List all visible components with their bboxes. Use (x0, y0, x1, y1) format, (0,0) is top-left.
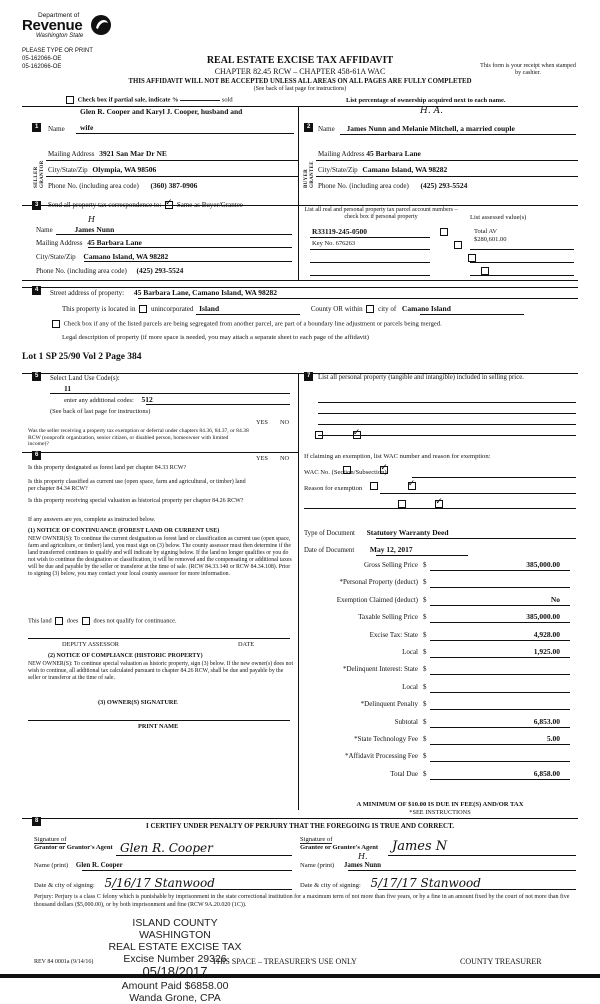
grantee-name-mark: H. (358, 852, 368, 861)
city-of-checkbox[interactable] (366, 305, 374, 313)
grantor-signature: Glen R. Cooper (120, 841, 213, 855)
city-of-label: city of (378, 305, 397, 313)
dor-logo (22, 12, 132, 48)
list-percentage-note: List percentage of ownership acquired next to each name. (346, 97, 506, 104)
grantor-date-value: 5/16/17 Stanwood (104, 876, 215, 890)
tax-row-label: Gross Selling Price (363, 561, 418, 569)
land-does-not-checkbox[interactable] (82, 617, 90, 625)
seller-name-label: Name (48, 125, 65, 133)
city-of-value: Camano Island (401, 304, 451, 313)
historic-question: Is this property receiving special valuation as historical property per chapter 84.26 RCW? (28, 498, 244, 504)
parcel-1-personal-checkbox[interactable] (440, 228, 448, 236)
seller-phone-value: (360) 387-0906 (150, 181, 198, 190)
tax-row-label: Excise Tax: State (369, 630, 418, 639)
if-any-yes-note: If any answers are yes, complete as instructed below. (28, 517, 156, 523)
seller-name-line1: Glen R. Cooper and Karyl J. Cooper, husband and (80, 107, 243, 116)
owner-signature-label: (3) OWNER(S) SIGNATURE (98, 699, 178, 706)
form-code-1: 05-162066-OE (22, 56, 62, 62)
doc-type-value: Statutory Warranty Deed (366, 528, 449, 537)
buyer-name-row (318, 125, 515, 134)
parcel-2-personal-checkbox[interactable] (454, 241, 462, 249)
see-instructions-note: *SEE INSTRUCTIONS (409, 809, 471, 816)
buyer-mailing-row (318, 150, 421, 159)
buyer-mailing-label: Mailing Address (318, 150, 365, 158)
reason-label: Reason for exemption (304, 485, 363, 492)
tax-row-value: No (550, 594, 560, 604)
tax-row-value: 385,000.00 (526, 612, 560, 622)
grantee-name-row (300, 861, 381, 870)
located-label: This property is located in (62, 305, 136, 313)
tax-row-label: *Personal Property (deduct) (339, 578, 418, 587)
notice-continuance-title: (1) NOTICE OF CONTINUANCE (FOREST LAND OR CURRENT USE) (28, 528, 220, 534)
tax-row-dollar: $ (423, 648, 427, 656)
tax-row-value: 6,853.00 (533, 716, 560, 726)
buyer-phone-label: Phone No. (including area code) (318, 182, 409, 190)
partial-sale-checkbox[interactable] (66, 96, 74, 104)
correspondence-label: Send all property tax correspondence to: (48, 201, 162, 209)
exemption-question: Was the seller receiving a property tax exemption or deferral under chapters 84.36, 84.37, or 84.38 RCW (nonprofit organization, senior citizen, or disabled person, homeowner with limited income)? (28, 428, 249, 448)
tax-row-label: Local (402, 682, 418, 691)
tax-row-label: Subtotal (394, 717, 418, 726)
tax-row-label: *Delinquent Interest: State (342, 665, 418, 674)
tax-row-value: 5.00 (546, 734, 560, 743)
section-2-badge: 2 (304, 123, 313, 132)
please-type: PLEASE TYPE OR PRINT (22, 48, 93, 54)
county-treasurer-label: COUNTY TREASURER (460, 957, 542, 966)
seller-city-row (48, 166, 156, 175)
grantee-name-value: James Nunn (343, 861, 382, 869)
perjury-note: Perjury: Perjury is a class C felony which is punishable by imprisonment in the state correctional institution for a maximum term of not more than five years, or by a fine in an amount fixed by the court of not more than five thousand dollars ($5,000.00), or by both imprisonment and fine (RCW 9A.20.020 (1C)). (34, 894, 570, 908)
dept-line1: Department of (38, 12, 80, 19)
buyer-handwritten-marks: H. A. (420, 106, 443, 116)
grantee-date-label: Date & city of signing: (300, 882, 361, 889)
tax-row-label: *Delinquent Penalty (360, 700, 418, 709)
dor-logo-icon (89, 14, 113, 36)
grantor-sig-label-1: Signature of (34, 836, 67, 843)
form-revision: REV 84 0001a (9/14/16) (34, 959, 94, 965)
treasurer-use-label: THIS SPACE – TREASURER'S USE ONLY (212, 957, 357, 966)
form-warning: THIS AFFIDAVIT WILL NOT BE ACCEPTED UNLESS ALL AREAS ON ALL PAGES ARE FULLY COMPLETED (128, 78, 472, 85)
seller-city-value: Olympia, WA 98506 (92, 165, 157, 174)
partial-sale-label: Check box if partial sale, indicate % (77, 96, 179, 104)
seller-phone-label: Phone No. (including area code) (48, 182, 139, 190)
seller-name-line2: wife (80, 123, 94, 132)
tax-row-dollar: $ (423, 752, 427, 761)
legal-description-label: Legal description of property (if more space is needed, you may attach a separate sheet to each page of the affidavit) (62, 334, 369, 341)
stamp-line-3: Excise Number 29326 (123, 953, 227, 966)
wac-label: WAC No. (Section/Subsection) (304, 469, 387, 476)
section-5-badge: 5 (32, 372, 41, 381)
doc-type-label: Type of Document (304, 530, 355, 537)
sec3-city-value: Camano Island, WA 98282 (83, 252, 169, 261)
partial-sale-row (64, 96, 233, 104)
parcel-header: List all real and personal property tax parcel account numbers – check box if personal property (304, 207, 458, 220)
seller-mailing-label: Mailing Address (48, 150, 95, 158)
total-av-value: $280,601.00 (474, 236, 507, 243)
tax-row-value: 6,858.00 (533, 768, 560, 778)
sec3-name-label: Name (36, 226, 53, 234)
tax-row-value: 1,925.00 (533, 647, 560, 656)
street-row (50, 289, 277, 298)
current-use-question: Is this property classified as current use (open space, farm and agricultural, or timber) land per chapter 84.34 RCW? (28, 479, 246, 493)
grantor-name-label: Name (print) (34, 862, 69, 869)
buyer-city-value: Camano Island, WA 98282 (362, 165, 448, 174)
same-as-buyer-label: Same as Buyer/Grantee (176, 201, 243, 209)
street-value: 45 Barbara Lane, Camano Island, WA 98282 (133, 288, 278, 297)
section-8-badge: 8 (32, 817, 41, 826)
section-7-badge: 7 (304, 372, 313, 381)
sec5-no-header: NO (280, 419, 290, 426)
tax-row-dollar: $ (423, 561, 427, 569)
land-use-code: 11 (64, 384, 72, 393)
tax-row-dollar: $ (423, 665, 427, 674)
tax-row-dollar: $ (423, 700, 427, 709)
land-does-label: does (66, 617, 79, 625)
location-row (62, 305, 451, 314)
qualify-row (28, 617, 177, 625)
tax-row-dollar: $ (423, 595, 427, 604)
seller-city-label: City/State/Zip (48, 166, 88, 174)
sec6-yes-header: YES (256, 455, 268, 462)
doc-date-label: Date of Document (304, 547, 355, 554)
tax-row-label: Taxable Selling Price (358, 613, 418, 622)
grantor-name-value: Glen R. Cooper (75, 861, 123, 869)
buyer-mailing-value: 45 Barbara Lane (366, 149, 421, 158)
land-does-not-label: does not qualify for continuance. (93, 617, 177, 625)
tax-row-label: Exemption Claimed (deduct) (336, 595, 418, 604)
sec3-phone-value: (425) 293-5524 (136, 266, 184, 275)
street-label: Street address of property: (50, 289, 125, 297)
seller-side-label: SELLER GRANTOR (34, 160, 45, 188)
doc-date-value: May 12, 2017 (369, 545, 413, 554)
section-1-badge: 1 (32, 123, 41, 132)
grantee-signature-label (300, 836, 378, 852)
notice-compliance-body: NEW OWNER(S): To continue special valuation as historic property, sign (3) below. If the new owner(s) does not wish to continue, all additional tax calculated pursuant to chapter 84.26 RCW, shall be due and payable by the seller or transferor at the time of sale. (28, 661, 294, 682)
tax-row-dollar: $ (423, 769, 427, 778)
segregated-label: Check box if any of the listed parcels are being segregated from another parcel, are part of a boundary line adjustment or parcels being merged. (63, 320, 442, 328)
legal-description-value: Lot 1 SP 25/90 Vol 2 Page 384 (22, 352, 142, 362)
grantee-sig-label-2: Grantee or Grantee's Agent (300, 844, 379, 852)
grantee-sig-label-1: Signature of (300, 836, 333, 843)
dept-line2: Revenue (22, 17, 83, 34)
land-use-label: Select Land Use Code(s): (50, 375, 120, 382)
total-av-label: Total AV (474, 228, 498, 235)
segregated-row (50, 320, 442, 328)
sec3-phone-label: Phone No. (including area code) (36, 267, 127, 275)
sec6-no-header: NO (280, 455, 290, 462)
notice-compliance-title: (2) NOTICE OF COMPLIANCE (HISTORIC PROPERTY) (48, 653, 203, 659)
stamp-line-2: REAL ESTATE EXCISE TAX (108, 941, 242, 954)
section-3-badge: 3 (32, 201, 41, 210)
sec3-mailing-value: 45 Barbara Lane (87, 238, 142, 247)
tax-row-dollar: $ (423, 578, 427, 587)
this-land-label: This land (28, 617, 52, 625)
grantor-sig-label-2: Grantor or Grantor's Agent (34, 844, 113, 852)
unincorporated-label: unincorporated (150, 305, 194, 313)
exemption-claim-label: If claiming an exemption, list WAC number and reason for exemption: (304, 453, 491, 460)
buyer-name-value: James Nunn and Melanie Mitchell, a married couple (346, 124, 515, 133)
tax-row-dollar: $ (423, 717, 427, 726)
form-title: REAL ESTATE EXCISE TAX AFFIDAVIT (206, 55, 394, 66)
section-4-badge: 4 (32, 286, 41, 295)
minimum-due-note: A MINIMUM OF $10.00 IS DUE IN FEE(S) AND/OR TAX (356, 801, 524, 808)
buyer-side-label: BUYER GRANTEE (304, 161, 315, 188)
tax-row-dollar: $ (423, 735, 427, 743)
grantor-name-row (34, 861, 123, 870)
grantee-name-label: Name (print) (300, 862, 335, 869)
buyer-city-label: City/State/Zip (318, 166, 358, 174)
additional-codes-label: enter any additional codes: (64, 397, 134, 404)
see-back-note: (See back of last page for instructions) (253, 86, 347, 92)
current-use-no-checkbox[interactable] (408, 482, 416, 490)
section-6-badge: 6 (32, 451, 41, 460)
grantor-signature-label (34, 836, 113, 852)
parcel-2: Key No. 676263 (312, 240, 356, 247)
tax-row-label: Local (402, 648, 418, 656)
additional-codes-value: 512 (141, 395, 153, 404)
tax-row-label: Total Due (390, 769, 418, 778)
stamp-line-4: 05/18/2017 (142, 964, 208, 980)
print-name-label: PRINT NAME (138, 723, 179, 730)
located-county-value: Island (199, 304, 220, 313)
buyer-phone-value: (425) 293-5524 (420, 181, 468, 190)
grantee-signature: James N (392, 839, 448, 854)
assessed-header: List assessed value(s) (470, 214, 527, 221)
parcel-1: R33119-245-0500 (312, 227, 367, 236)
same-as-buyer-checkbox[interactable] (165, 201, 173, 209)
personal-property-label: List all personal property (tangible and intangible) included in selling price. (318, 374, 524, 381)
stamp-line-5: Amount Paid $6858.00 (121, 980, 229, 993)
certify-statement: I CERTIFY UNDER PENALTY OF PERJURY THAT THE FOREGOING IS TRUE AND CORRECT. (145, 822, 454, 830)
stamp-line-1: ISLAND COUNTY WASHINGTON (132, 917, 218, 942)
buyer-phone-row (318, 182, 467, 191)
forest-question: Is this property designated as forest land per chapter 84.33 RCW? (28, 465, 187, 471)
tax-row-dollar: $ (423, 630, 427, 639)
sec3-phone-row (36, 267, 183, 276)
sec3-handwritten-mark: H (88, 215, 95, 224)
segregated-checkbox[interactable] (52, 320, 60, 328)
buyer-name-label: Name (318, 125, 335, 133)
doc-type-row (304, 529, 449, 538)
assessor-date-label: DATE (238, 641, 255, 648)
grantee-date-value: 5/17/17 Stanwood (370, 876, 481, 890)
form-chapter: CHAPTER 82.45 RCW – CHAPTER 458-61A WAC (214, 67, 386, 76)
correspondence-row (48, 201, 243, 209)
dept-line3: Washington State (36, 33, 84, 39)
current-use-yes-checkbox[interactable] (370, 482, 378, 490)
sec3-name-value: James Nunn (74, 225, 115, 234)
seller-mailing-row (48, 150, 167, 159)
buyer-city-row (318, 166, 447, 175)
tax-row-value: 4,928.00 (533, 629, 560, 639)
tax-row-label: *Affidavit Processing Fee (345, 752, 418, 761)
tax-row-dollar: $ (423, 613, 427, 622)
deputy-assessor-label: DEPUTY ASSESSOR (62, 641, 119, 648)
grantor-date-label: Date & city of signing: (34, 882, 95, 889)
additional-codes-row (64, 396, 153, 405)
tax-row-dollar: $ (423, 682, 427, 691)
stamp-line-6: Wanda Grone, CPA (129, 992, 221, 1004)
notice-continuance-body: NEW OWNER(S): To continue the current designation as forest land or classification as current use (open space, farm and agriculture, or timber) land, you must sign on (3) below. The county assessor must then determine if the land transferred continues to qualify and will indicate by signing below. If the land no longer qualifies or you do not wish to continue the designation or classification, it will be removed and the compensating or additional taxes will be due and payable by the seller or transferor at the time of sale. (RCW 84.33.140 or RCW 84.34.108). Prior to signing (3) below, you may contact your local county assessor for more information. (28, 536, 292, 578)
sec5-yes-header: YES (256, 419, 268, 426)
land-does-checkbox[interactable] (55, 617, 63, 625)
doc-date-row (304, 546, 413, 555)
sec3-city-label: City/State/Zip (36, 253, 76, 261)
county-or-label: County OR within (310, 305, 363, 313)
seller-phone-row (48, 182, 197, 191)
unincorporated-checkbox[interactable] (139, 305, 147, 313)
seller-mailing-value: 3921 San Mar Dr NE (99, 149, 167, 158)
sec3-mailing-label: Mailing Address (36, 239, 83, 247)
land-use-see-back: (See back of last page for instructions) (50, 408, 151, 415)
tax-row-value: 385,000.00 (526, 560, 560, 569)
tax-row-label: *State Technology Fee (354, 735, 418, 743)
sold-label: sold (221, 96, 233, 104)
form-code-2: 05-162066-OE (22, 64, 62, 70)
receipt-note: This form is your receipt when stamped by cashier. (480, 63, 576, 76)
